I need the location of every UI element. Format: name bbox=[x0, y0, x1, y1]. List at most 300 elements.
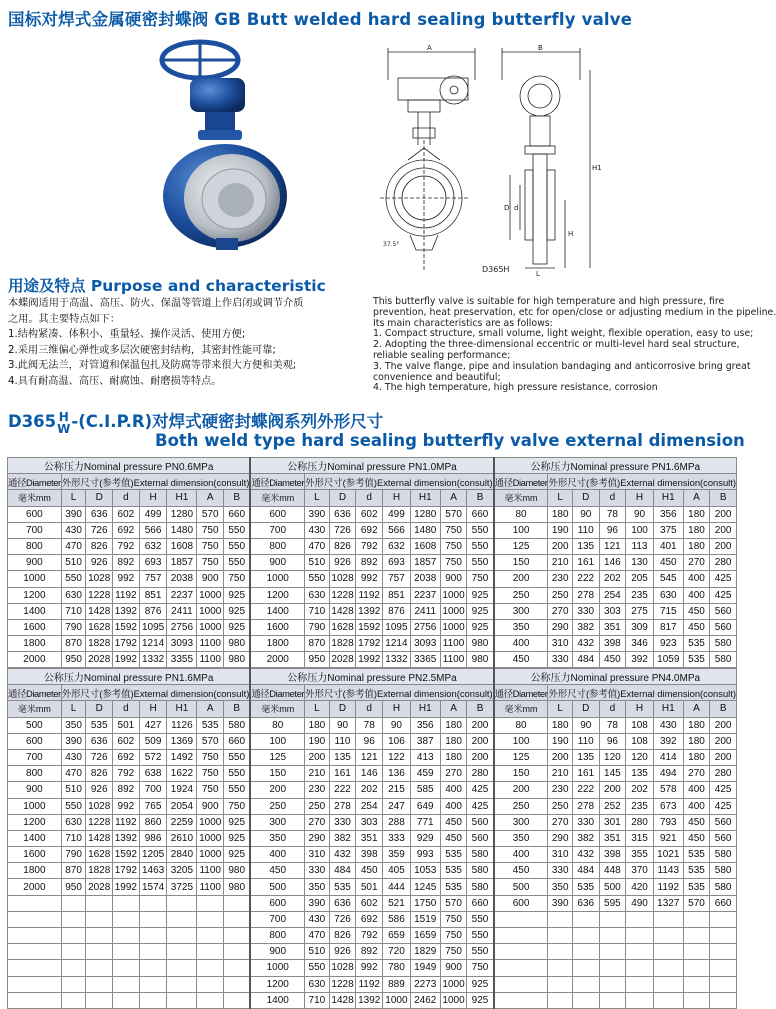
table-cell: 550 bbox=[467, 555, 494, 571]
table-cell: 78 bbox=[356, 717, 383, 733]
table-cell: 450 bbox=[440, 814, 467, 830]
table-cell: 580 bbox=[224, 717, 251, 733]
table-cell: 580 bbox=[710, 879, 737, 895]
table-cell: 215 bbox=[383, 782, 411, 798]
table-cell: 1392 bbox=[113, 603, 140, 619]
table-cell: 1463 bbox=[139, 863, 167, 879]
column-header: L bbox=[548, 490, 573, 506]
table-cell: 398 bbox=[599, 636, 626, 652]
table-cell: 430 bbox=[305, 522, 330, 538]
table-cell: 200 bbox=[548, 749, 573, 765]
column-header: H1 bbox=[410, 701, 440, 717]
table-cell: 470 bbox=[305, 928, 330, 944]
column-header: A bbox=[440, 490, 467, 506]
table-cell bbox=[167, 992, 197, 1008]
table-cell bbox=[683, 992, 710, 1008]
table-cell: 351 bbox=[599, 830, 626, 846]
table-cell: 925 bbox=[467, 587, 494, 603]
table-cell: 400 bbox=[683, 798, 710, 814]
model-prefix: D365 bbox=[8, 412, 57, 431]
table-cell: 375 bbox=[653, 522, 683, 538]
column-header: d bbox=[599, 701, 626, 717]
table-cell: 200 bbox=[467, 749, 494, 765]
heading-rest: -(C.I.P.R)对焊式硬密封蝶阀系列外形尺寸 bbox=[71, 412, 384, 431]
table-cell bbox=[8, 992, 62, 1008]
table-cell: 444 bbox=[383, 879, 411, 895]
column-header: H1 bbox=[167, 490, 197, 506]
table-cell: 330 bbox=[329, 814, 356, 830]
table-row bbox=[8, 830, 737, 846]
table-cell: 560 bbox=[467, 814, 494, 830]
table-cell: 350 bbox=[494, 619, 548, 635]
table-cell bbox=[86, 911, 113, 927]
table-cell: 692 bbox=[356, 522, 383, 538]
table-row bbox=[8, 555, 737, 571]
table-cell: 400 bbox=[440, 798, 467, 814]
table-cell: 230 bbox=[548, 782, 573, 798]
table-cell: 1592 bbox=[356, 619, 383, 635]
table-cell bbox=[8, 895, 62, 911]
column-header: L bbox=[305, 701, 330, 717]
table-cell: 992 bbox=[356, 960, 383, 976]
table-cell: 200 bbox=[710, 733, 737, 749]
table-cell: 135 bbox=[572, 538, 599, 554]
table-cell: 710 bbox=[305, 992, 330, 1008]
pressure-header: 公称压力Nominal pressure PN1.6MPa bbox=[494, 458, 737, 474]
column-header: D bbox=[572, 490, 599, 506]
table-cell: 950 bbox=[61, 879, 86, 895]
table-cell: 490 bbox=[626, 895, 654, 911]
table-cell: 980 bbox=[224, 636, 251, 652]
table-cell: 600 bbox=[8, 506, 62, 522]
table-cell: 602 bbox=[113, 733, 140, 749]
unit-header: 毫米mm bbox=[8, 490, 62, 506]
table-cell: 113 bbox=[626, 538, 654, 554]
table-cell: 330 bbox=[572, 603, 599, 619]
table-cell: 494 bbox=[653, 766, 683, 782]
table-cell: 1000 bbox=[8, 798, 62, 814]
table-cell: 413 bbox=[410, 749, 440, 765]
table-cell: 78 bbox=[599, 506, 626, 522]
table-cell: 1600 bbox=[8, 619, 62, 635]
column-header: D bbox=[86, 701, 113, 717]
table-cell: 400 bbox=[250, 847, 304, 863]
table-cell bbox=[224, 944, 251, 960]
table-cell: 250 bbox=[494, 798, 548, 814]
table-cell: 560 bbox=[710, 619, 737, 635]
table-cell: 925 bbox=[224, 814, 251, 830]
table-cell: 330 bbox=[305, 863, 330, 879]
table-cell: 900 bbox=[250, 555, 304, 571]
table-cell: 1480 bbox=[410, 522, 440, 538]
table-cell: 980 bbox=[224, 863, 251, 879]
column-header: B bbox=[710, 701, 737, 717]
table-cell: 499 bbox=[383, 506, 411, 522]
table-cell bbox=[494, 944, 548, 960]
table-cell: 278 bbox=[572, 587, 599, 603]
dimension-header: 外形尺寸(参考值)External dimension(consult) bbox=[548, 685, 737, 701]
table-cell: 550 bbox=[224, 538, 251, 554]
table-cell: 210 bbox=[548, 555, 573, 571]
table-cell: 700 bbox=[8, 522, 62, 538]
table-cell: 254 bbox=[356, 798, 383, 814]
table-cell bbox=[599, 911, 626, 927]
table-row bbox=[8, 749, 737, 765]
table-cell bbox=[167, 895, 197, 911]
unit-header: 毫米mm bbox=[250, 490, 304, 506]
table-cell: 90 bbox=[626, 506, 654, 522]
table-cell: 2259 bbox=[167, 814, 197, 830]
table-cell: 280 bbox=[467, 766, 494, 782]
table-cell bbox=[572, 976, 599, 992]
table-cell bbox=[197, 895, 224, 911]
table-cell: 1332 bbox=[139, 652, 167, 668]
table-cell: 1659 bbox=[410, 928, 440, 944]
table-cell: 1400 bbox=[8, 603, 62, 619]
table-cell: 390 bbox=[305, 895, 330, 911]
table-cell: 992 bbox=[113, 571, 140, 587]
zh-line: 本蝶阀适用于高温、高压、防火、保温等管道上作启闭或调节介质 bbox=[8, 298, 304, 309]
table-cell: 484 bbox=[329, 863, 356, 879]
table-cell: 580 bbox=[467, 863, 494, 879]
table-cell: 636 bbox=[329, 506, 356, 522]
table-cell: 150 bbox=[250, 766, 304, 782]
table-cell: 280 bbox=[710, 555, 737, 571]
table-cell bbox=[548, 960, 573, 976]
table-cell: 270 bbox=[683, 766, 710, 782]
table-cell: 96 bbox=[599, 522, 626, 538]
table-cell: 550 bbox=[467, 538, 494, 554]
table-cell: 793 bbox=[653, 814, 683, 830]
table-cell: 450 bbox=[494, 652, 548, 668]
table-cell: 1214 bbox=[139, 636, 167, 652]
table-cell: 750 bbox=[197, 555, 224, 571]
table-cell: 254 bbox=[599, 587, 626, 603]
column-header: H bbox=[383, 701, 411, 717]
table-cell: 550 bbox=[224, 522, 251, 538]
zh-line: 4.具有耐高温、高压、耐腐蚀、耐磨损等特点。 bbox=[8, 375, 222, 387]
table-cell: 750 bbox=[224, 798, 251, 814]
table-cell: 600 bbox=[494, 895, 548, 911]
table-cell: 510 bbox=[305, 944, 330, 960]
column-header: d bbox=[356, 701, 383, 717]
dimension-header: 外形尺寸(参考值)External dimension(consult) bbox=[61, 474, 250, 490]
table-cell: 600 bbox=[250, 895, 304, 911]
column-header: H bbox=[626, 701, 654, 717]
table-cell: 925 bbox=[224, 619, 251, 635]
table-cell: 750 bbox=[440, 555, 467, 571]
table-cell: 1592 bbox=[113, 619, 140, 635]
table-cell: 1608 bbox=[410, 538, 440, 554]
table-cell: 145 bbox=[599, 766, 626, 782]
table-cell: 2028 bbox=[329, 652, 356, 668]
table-cell bbox=[710, 944, 737, 960]
table-cell: 1028 bbox=[86, 571, 113, 587]
table-cell: 1228 bbox=[329, 976, 356, 992]
table-cell: 750 bbox=[224, 571, 251, 587]
table-cell: 303 bbox=[356, 814, 383, 830]
table-cell: 500 bbox=[599, 879, 626, 895]
table-cell bbox=[139, 895, 167, 911]
table-cell: 200 bbox=[710, 749, 737, 765]
column-header: D bbox=[329, 701, 356, 717]
table-cell bbox=[139, 992, 167, 1008]
table-cell: 470 bbox=[305, 538, 330, 554]
table-cell bbox=[548, 992, 573, 1008]
table-cell: 1000 bbox=[8, 571, 62, 587]
table-cell: 459 bbox=[410, 766, 440, 782]
table-cell: 470 bbox=[61, 538, 86, 554]
table-row bbox=[8, 766, 737, 782]
table-cell: 96 bbox=[356, 733, 383, 749]
column-header: H bbox=[383, 490, 411, 506]
table-cell: 500 bbox=[250, 879, 304, 895]
table-cell: 750 bbox=[197, 522, 224, 538]
column-header: D bbox=[86, 490, 113, 506]
table-cell: 425 bbox=[710, 587, 737, 603]
table-cell: 120 bbox=[626, 749, 654, 765]
table-cell: 280 bbox=[626, 814, 654, 830]
table-cell: 288 bbox=[383, 814, 411, 830]
table-cell: 382 bbox=[572, 830, 599, 846]
column-header: B bbox=[467, 701, 494, 717]
dimension-table-1 bbox=[7, 457, 737, 668]
table-cell: 710 bbox=[305, 603, 330, 619]
table-row bbox=[8, 976, 737, 992]
dimension-table-2 bbox=[7, 668, 737, 1009]
table-cell: 1792 bbox=[113, 863, 140, 879]
table-cell: 398 bbox=[356, 847, 383, 863]
table-cell: 1392 bbox=[113, 830, 140, 846]
table-cell: 250 bbox=[548, 587, 573, 603]
table-cell bbox=[167, 928, 197, 944]
table-cell bbox=[548, 928, 573, 944]
table-cell bbox=[113, 928, 140, 944]
table-cell: 700 bbox=[139, 782, 167, 798]
table-cell: 826 bbox=[86, 766, 113, 782]
en-line: 3. The valve flange, pipe and insulation bandaging and anticorrosive bring great bbox=[373, 360, 751, 372]
table-cell bbox=[653, 944, 683, 960]
table-cell: 980 bbox=[467, 652, 494, 668]
table-cell: 200 bbox=[494, 782, 548, 798]
table-cell: 550 bbox=[61, 798, 86, 814]
table-cell: 509 bbox=[139, 733, 167, 749]
table-cell: 400 bbox=[440, 782, 467, 798]
table-cell: 1628 bbox=[86, 619, 113, 635]
table-cell: 521 bbox=[383, 895, 411, 911]
table-row bbox=[8, 847, 737, 863]
table-cell bbox=[167, 960, 197, 976]
en-line: prevention, heat preservation, etc for open/close or adjusting medium in the pipeline. bbox=[373, 306, 776, 318]
dim-h1: H1 bbox=[592, 164, 602, 172]
table-cell: 2028 bbox=[86, 879, 113, 895]
column-header: D bbox=[572, 701, 599, 717]
table-cell: 535 bbox=[329, 879, 356, 895]
table-cell: 580 bbox=[467, 879, 494, 895]
table-cell: 270 bbox=[305, 814, 330, 830]
table-cell: 450 bbox=[599, 652, 626, 668]
table-cell: 710 bbox=[61, 603, 86, 619]
table-cell: 757 bbox=[139, 571, 167, 587]
table-cell: 860 bbox=[139, 814, 167, 830]
table-cell: 660 bbox=[467, 506, 494, 522]
zh-line: 2.采用三维偏心弹性或多层次硬密封结构，其密封性能可靠; bbox=[8, 344, 276, 356]
table-cell: 750 bbox=[467, 571, 494, 587]
table-row bbox=[8, 538, 737, 554]
table-cell: 2756 bbox=[410, 619, 440, 635]
table-cell bbox=[113, 976, 140, 992]
table-row bbox=[8, 587, 737, 603]
unit-header: 毫米mm bbox=[8, 701, 62, 717]
table-cell bbox=[626, 944, 654, 960]
table-cell: 2411 bbox=[167, 603, 197, 619]
table-cell: 566 bbox=[383, 522, 411, 538]
table-cell: 800 bbox=[8, 538, 62, 554]
table-cell: 427 bbox=[139, 717, 167, 733]
table-cell bbox=[8, 960, 62, 976]
table-cell: 692 bbox=[113, 749, 140, 765]
table-cell: 90 bbox=[572, 506, 599, 522]
table-cell: 150 bbox=[494, 766, 548, 782]
table-cell: 1028 bbox=[329, 571, 356, 587]
table-cell: 390 bbox=[548, 895, 573, 911]
table-cell: 135 bbox=[572, 749, 599, 765]
table-cell: 726 bbox=[329, 911, 356, 927]
table-cell: 432 bbox=[572, 636, 599, 652]
table-cell: 578 bbox=[653, 782, 683, 798]
table-cell: 750 bbox=[197, 782, 224, 798]
table-cell: 1143 bbox=[653, 863, 683, 879]
column-header: B bbox=[224, 490, 251, 506]
table-cell bbox=[197, 960, 224, 976]
table-cell: 710 bbox=[61, 830, 86, 846]
table-cell: 630 bbox=[653, 587, 683, 603]
table-cell: 405 bbox=[383, 863, 411, 879]
diameter-header: 通径Diameter bbox=[8, 685, 62, 701]
table-cell: 826 bbox=[329, 538, 356, 554]
table-cell: 851 bbox=[139, 587, 167, 603]
column-header: H bbox=[626, 490, 654, 506]
table-cell: 250 bbox=[548, 798, 573, 814]
table-cell: 750 bbox=[440, 928, 467, 944]
table-cell: 720 bbox=[383, 944, 411, 960]
column-header: H1 bbox=[653, 701, 683, 717]
table-cell: 180 bbox=[683, 717, 710, 733]
table-cell: 2038 bbox=[167, 571, 197, 587]
table-cell bbox=[710, 992, 737, 1008]
table-cell: 382 bbox=[329, 830, 356, 846]
table-cell: 870 bbox=[61, 636, 86, 652]
table-cell: 1000 bbox=[197, 619, 224, 635]
table-cell: 330 bbox=[572, 814, 599, 830]
table-cell bbox=[626, 992, 654, 1008]
table-row bbox=[8, 571, 737, 587]
table-cell: 1100 bbox=[197, 636, 224, 652]
table-cell: 280 bbox=[710, 766, 737, 782]
table-cell: 700 bbox=[8, 749, 62, 765]
table-cell: 1000 bbox=[440, 619, 467, 635]
column-header: L bbox=[61, 701, 86, 717]
table-cell: 535 bbox=[86, 717, 113, 733]
table-cell: 535 bbox=[440, 847, 467, 863]
table-row bbox=[8, 522, 737, 538]
table-cell: 190 bbox=[548, 733, 573, 749]
diameter-header: 通径Diameter bbox=[494, 474, 548, 490]
column-header: A bbox=[440, 701, 467, 717]
table-cell: 290 bbox=[548, 619, 573, 635]
table-cell: 80 bbox=[494, 717, 548, 733]
table-cell: 892 bbox=[113, 555, 140, 571]
table-cell bbox=[8, 928, 62, 944]
table-cell: 400 bbox=[494, 636, 548, 652]
table-cell: 790 bbox=[61, 619, 86, 635]
table-cell: 550 bbox=[224, 782, 251, 798]
table-row bbox=[8, 992, 737, 1008]
table-cell: 3365 bbox=[410, 652, 440, 668]
table-cell: 300 bbox=[494, 603, 548, 619]
table-cell: 202 bbox=[626, 782, 654, 798]
table-cell: 450 bbox=[494, 863, 548, 879]
table-cell: 900 bbox=[440, 571, 467, 587]
table-cell: 1228 bbox=[329, 587, 356, 603]
diameter-header: 通径Diameter bbox=[250, 474, 304, 490]
table-cell: 1857 bbox=[167, 555, 197, 571]
table-cell: 1200 bbox=[8, 814, 62, 830]
table-cell: 900 bbox=[197, 571, 224, 587]
table-cell: 180 bbox=[548, 506, 573, 522]
table-cell: 560 bbox=[710, 830, 737, 846]
table-cell: 925 bbox=[467, 976, 494, 992]
table-cell: 301 bbox=[599, 814, 626, 830]
table-row bbox=[8, 619, 737, 635]
table-cell: 923 bbox=[653, 636, 683, 652]
table-cell: 125 bbox=[494, 538, 548, 554]
table-cell: 252 bbox=[599, 798, 626, 814]
table-cell: 1000 bbox=[250, 571, 304, 587]
table-cell: 790 bbox=[305, 619, 330, 635]
table-cell bbox=[626, 928, 654, 944]
table-cell: 630 bbox=[305, 976, 330, 992]
table-cell: 550 bbox=[224, 766, 251, 782]
table-cell: 180 bbox=[683, 749, 710, 765]
table-cell: 278 bbox=[329, 798, 356, 814]
pressure-header: 公称压力Nominal pressure PN1.6MPa bbox=[8, 669, 251, 685]
table-cell: 400 bbox=[494, 847, 548, 863]
table-cell: 270 bbox=[683, 555, 710, 571]
table-cell: 726 bbox=[329, 522, 356, 538]
table-cell: 1392 bbox=[356, 603, 383, 619]
purpose-heading: 用途及特点 Purpose and characteristic bbox=[8, 277, 326, 295]
dim-b: B bbox=[538, 44, 543, 52]
table-cell: 545 bbox=[653, 571, 683, 587]
table-cell: 1369 bbox=[167, 733, 197, 749]
table-cell: 300 bbox=[494, 814, 548, 830]
model-sub: W bbox=[57, 421, 71, 436]
table-cell: 1000 bbox=[197, 830, 224, 846]
table-cell: 726 bbox=[86, 749, 113, 765]
table-cell: 750 bbox=[440, 911, 467, 927]
table-cell: 400 bbox=[683, 571, 710, 587]
table-cell: 499 bbox=[139, 506, 167, 522]
table-cell: 125 bbox=[250, 749, 304, 765]
column-header: B bbox=[467, 490, 494, 506]
dim-angle: 37.5° bbox=[383, 241, 400, 248]
table-cell: 1100 bbox=[440, 652, 467, 668]
table-cell: 425 bbox=[710, 798, 737, 814]
table-cell: 309 bbox=[626, 619, 654, 635]
table-cell: 180 bbox=[440, 717, 467, 733]
table-cell: 510 bbox=[305, 555, 330, 571]
